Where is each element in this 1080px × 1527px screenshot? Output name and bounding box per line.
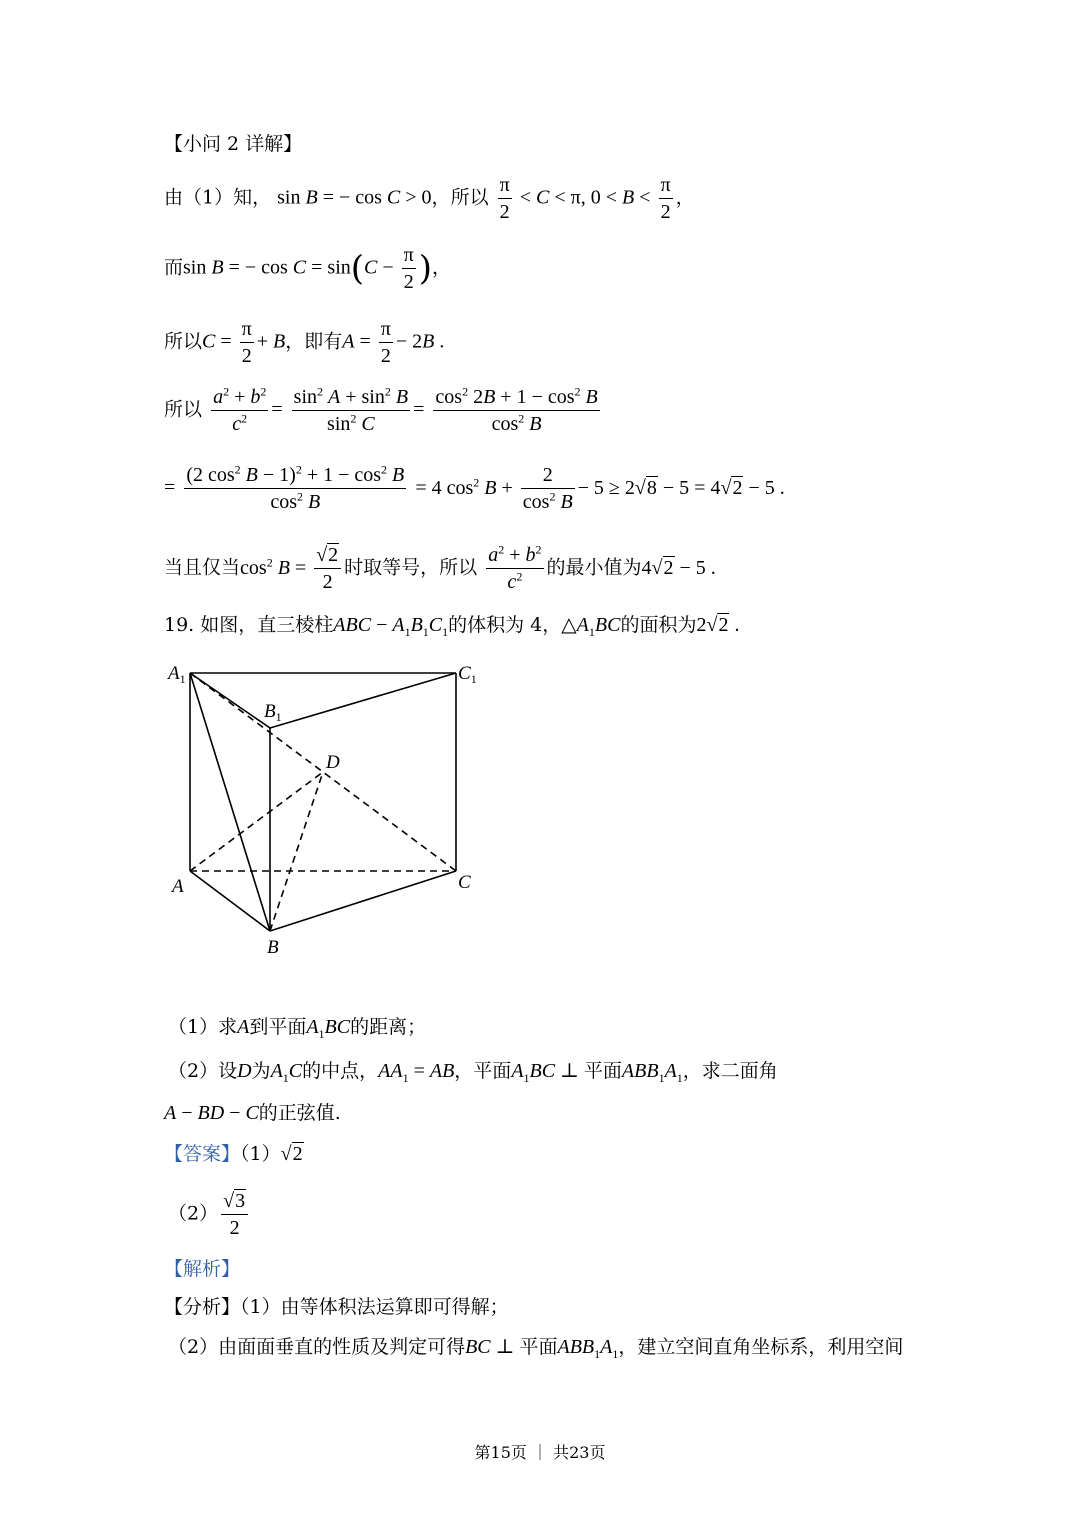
section-header: 【小问 2 详解】 — [164, 133, 303, 155]
solution-line-2: 而sin B = − cos C = sin(C − $\frac{\pi}{2}$ )， — [164, 244, 452, 293]
label-c: C — [458, 872, 471, 893]
solution-line-6: 当且仅当$\cos^2 B$ = $\frac{√2}{2}$ 时取等号，所以 $\frac{a^2 + b^2}{c^2}$ 的最小值为4√2 − 5 . — [164, 542, 716, 593]
problem-19-stem: 19. 如图，直三棱柱ABC − $A_1B_1C_1$的体积为 4，$\triangle A_1BC$的面积为2√2 . — [164, 614, 740, 639]
question-2: （2）设D为$A_1C$的中点，$AA_1$ = AB，平面$A_1BC$ ⊥ 平面$ABB_1A_1$，求二面角 — [168, 1060, 778, 1085]
edge-a1-b — [190, 673, 270, 931]
analysis-line-1: 【分析】（1）由等体积法运算即可得解； — [164, 1296, 509, 1318]
question-1: （1）求A到平面$A_1BC$的距离； — [168, 1016, 427, 1041]
solution-line-4: 所以 $\frac{a^2 + b^2}{c^2}$ = $\frac{\sin^2 A + \sin^2 B}{\sin^2 C}$ = $\frac{\cos^2 2B + 1 - \cos^2 B}{\cos^2 B}$ — [164, 384, 598, 435]
question-2-cont: A − BD − C的正弦值. — [164, 1102, 341, 1124]
answer-2: （2） $\frac{√3}{2}$ — [168, 1188, 251, 1241]
edge-b-d — [270, 772, 323, 931]
prism-figure — [160, 655, 500, 965]
edge-b-c — [270, 871, 456, 931]
label-b: B — [267, 937, 279, 958]
label-b1: $B_1$ — [264, 701, 282, 724]
analysis-tag: 【解析】 — [164, 1258, 241, 1280]
label-a: A — [172, 876, 184, 897]
answer-tag: 【答案】 — [164, 1143, 241, 1165]
solution-line-1: 由（1）知， sin B = − cos C > 0，所以 $\frac{\pi}{2}$ < C < π, 0 < B < $\frac{\pi}{2}$ ， — [164, 174, 695, 223]
label-d: D — [326, 752, 340, 773]
page-footer: 第15页 ｜ 共23页 — [474, 1443, 606, 1462]
label-a1: $A_1$ — [168, 663, 186, 686]
edge-b1-c1 — [270, 673, 456, 728]
edge-a-b — [190, 871, 270, 931]
edge-a-d — [190, 772, 323, 871]
label-c1: $C_1$ — [458, 663, 477, 686]
solution-line-5: = $\frac{(2 \cos^2 B - 1)^2 + 1 - \cos^2 B}{\cos^2 B}$ = 4 $\cos^2 B$ + $\frac{2}{\cos^2 B}$ − 5 ≥ 2√8 − 5 = 4√2 − 5 . — [164, 462, 785, 513]
solution-line-3: 所以C = $\frac{\pi}{2}$ + B，即有A = $\frac{\pi}{2}$ − 2B . — [164, 318, 445, 367]
answer-1: 【答案】（1）√2 — [164, 1143, 303, 1165]
analysis-line-2: （2）由面面垂直的性质及判定可得BC ⊥ 平面$ABB_1A_1$，建立空间直角坐标系，利用空间 — [168, 1336, 904, 1361]
